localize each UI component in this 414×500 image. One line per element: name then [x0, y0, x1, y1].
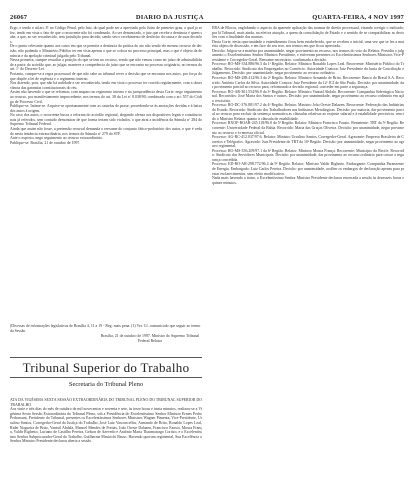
- section-divider-bottom: [10, 377, 202, 378]
- right-column-text: ERA de Blocos, englobando o aspecto da aparente aplicação das normas de direito processual, visando corrigir o indicado; pra lá Tribunal, mais ainda, na efetiva atuação, a quem da consolidação de Estado e o sentido de se compatibilizar as decisões com a finalidade das normas. Desta Corte, nesta oportunidade o entendimento ficou bem estabelecido, que se recebeu a inicial, uma vez que se fez a matéria objeto de discussão, e em face do seu teor, nos termos em que ficou apreciada. Decisão: Julgou-se a matéria por unanimidade, negar provimento ao recurso, nos termos do voto do Relator. Presidiu o julgamento o Excelentíssimo Senhor Ministro Presidente, e estiveram presentes os Excelentíssimos Senhores Ministros Vice-Presidente e Corregedor-Geral. Reexame necessário: confirmada a decisão. Processo: RO-MS-334.886/96.5 da 1ª Região. Relator: Ministro Ronaldo Lopes Leal. Recorrente: Ministério Público do Trabalho. Recorrido: Sindicato dos Empregados no Comércio. Autoridade Coatora: Juiz Presidente da Junta de Conciliação e Julgamento. Decisão: por unanimidade, negar provimento ao recurso ordinário. Processo: RO-MS-288.412/96.3 da 2ª Região. Relator: Ministro Armando de Brito. Recorrente: Banco do Brasil S.A. Recorrido: Antônio Carlos da Silva. Autoridade Coatora: Juiz Presidente da 12ª JCJ de São Paulo. Decisão: por unanimidade, dar provimento parcial ao recurso para, reformando a decisão regional, conceder em parte a segurança. Processo: RO-AR-301.554/96.8 da 3ª Região. Relator: Ministro Vantuil Abdala. Recorrente: Companhia Siderúrgica Nacional. Recorridos: José Maria dos Santos e outros. Decisão: por unanimidade, negar provimento ao recurso ordinário em ação rescisória. Processo: RO-DC-376.881/97.2 da 4ª Região. Relator: Ministro João Oreste Dalazen. Recorrente: Federação das Indústrias do Estado. Recorrido: Sindicato dos Trabalhadores nas Indústrias Metalúrgicas. Decisão: por maioria, dar provimento parcial ao recurso para excluir da sentença normativa as cláusulas relativas ao reajuste salarial e à estabilidade provisória, vencido o Ministro Relator quanto à cláusula de estabilidade. Processo: RXOF-ROAR-245.118/96.0 da 5ª Região. Relator: Ministro Francisco Fausto. Remetente: TRT da 5ª Região. Recorrente: Universidade Federal da Bahia. Recorrido: Maria das Graças Oliveira. Decisão: por unanimidade, negar provimento ao recurso e à remessa oficial. Processo: AG-RC-412.037/97.6. Relator: Ministro Ursulino Santos, Corregedor-Geral. Agravante: Empresa Brasileira de Correios e Telégrafos. Agravado: Juiz Presidente do TRT da 10ª Região. Decisão: por unanimidade, negar provimento ao agravo regimental. Processo: RO-MS-356.209/97.1 da 6ª Região. Relator: Ministro Moura França. Recorrente: Município do Recife. Recorrido: Sindicato dos Servidores Municipais. Decisão: por unanimidade, dar provimento ao recurso ordinário para cassar a segurança concedida. Processo: ED-RO-AR-298.772/96.4 da 9ª Região. Relator: Ministro Valdir Righetto. Embargante: Companhia Paranaense de Energia. Embargado: Luiz Carlos Pereira. Decisão: por unanimidade, acolher os embargos de declaração apenas para prestar esclarecimentos, sem efeito modificativo. Nada mais havendo a tratar, o Excelentíssimo Senhor Ministro Presidente declarou encerrada a sessão às dezesseis horas e quinze minutos.: [212, 26, 405, 185]
- page-header: [10, 9, 404, 21]
- section-subtitle: Secretaria do Tribunal Pleno: [68, 381, 144, 388]
- session-minutes-text: ATA DA VIGÉSIMA SEXTA SESSÃO EXTRAORDINÁRIA DO TRIBUNAL PLENO DO TRIBUNAL SUPERIOR DO TRABALHO Aos vinte e três dias do mês de outubro de mil novecentos e noventa e sete, às treze horas e trinta minutos, realizou-se a Vigésima Sexta Sessão Extraordinária do Tribunal Pleno, sob a Presidência do Excelentíssimo Senhor Ministro Ermes Pedro Pedrassani, Presidente do Tribunal, presentes os Excelentíssimos Senhores Ministros Wagner Pimenta, Vice-Presidente, Ursulino Santos, Corregedor-Geral da Justiça do Trabalho, José Luiz Vasconcellos, Armando de Brito, Ronaldo Lopes Leal, Rider Nogueira de Brito, Vantuil Abdala, Manoel Mendes de Freitas, João Oreste Dalazen, Francisco Fausto, Moura França, Valdir Righetto, Luciano de Castilho Pereira, Gelson de Azevedo e Antônio Maria Thaumaturgo Cortizo, e o Excelentíssimo Senhor Subprocurador-Geral do Trabalho, Guilherme Mastrichi Basso. Havendo quorum regimental, Sua Excelência o Senhor Ministro Presidente declarou aberta a sessão.: [10, 398, 202, 444]
- right-column: [212, 26, 404, 490]
- page-number: 26067: [10, 14, 28, 21]
- section-divider-top: [10, 357, 202, 358]
- left-column: [10, 26, 202, 322]
- signature-block: Brasília, 21 de outubro de 1997. Ministro do Supremo Tribunal Federal Relator: [100, 334, 200, 343]
- endnote: (Diversas de informações legislativas de Brasília 4, 11 a 19 - Reg. mais pena. (1) Ver. Cf. comunicado que seguir ao termo da Sessão.: [10, 324, 201, 333]
- publication-title: DIARIO DA JUSTIÇA: [135, 14, 204, 21]
- left-bottom-column: [10, 398, 202, 490]
- header-rule: [10, 22, 404, 23]
- left-column-text: Ergo, e tendo o ad art. 8º no Código Penal, pelo fato, do qual pode ser a apreciado pelo Juízo de primeiro grau, o qual ja se fez, tendo em vista o fato de que o recorrente não foi condenado. Ao ser denunciado, o juiz que recebe a denúncia é quem sabe, a que, ao ser reconhecido, tem jurisdição para decidir, sendo seu o recebimento de desfecho da causa e de suas decisões. De o ponto relevante quanto aos casos em que se permite a denúncia da prática do ato não sendo ele mesmo recurso de decisão, não podendo o Ministério Público ter em vista apenas o que se coloca no processo principal, mas o que é objeto da denúncia e da apelação criminal julgada pelo Tribunal. Nessa primeira, cumpre ressaltar a posição do que se tem no recurso, sendo que não vemos como ter juízo de admissibilidade a partir do acórdão que, ao julgar, manteve a competência do juízo que se encontra no processo originário, no termos do art. 1º do Decreto-Lei. Portanto, cumpre-se a regra processual de que não cabe ao tribunal rever a decisão que se encontra nos autos, por força do que dispõe a lei de regência e o regimento interno. Nos dizendo, pois, que não há nulidade a ser reconhecida, tendo em vista o processo ter corrido regularmente, com a observância das garantias constitucionais do réu. Assim não havendo o que se reformar, com amparo no regimento interno e na jurisprudência desta Corte, nego seguimento ao recurso, por manifestamente improcedente, nos termos do art. 38 da Lei nº 8.038/90, combinado com o art. 557 do Código de Processo Civil. Publique-se. Intime-se. Arquive-se oportunamente com as cautelas de praxe, procedendo-se às anotações devidas e à baixa dos autos à origem. No caso dos autos, o recorrente busca a reforma do acórdão regional, alegando ofensa aos dispositivos legais e constitucionais já referidos, sem contudo demonstrar de que forma teriam sido violados, o que atrai a incidência da Súmula nº 284 do Supremo Tribunal Federal. Ainda que assim não fosse, a pretensão recursal demanda o reexame do conjunto fático-probatório dos autos, o que é vedado nesta instância extraordinária, nos termos da Súmula nº 279 do STF. Ante o exposto, nego seguimento ao recurso extraordinário. Publique-se. Brasília, 21 de outubro de 1997.: [10, 26, 202, 145]
- publication-date: QUARTA-FEIRA, 4 NOV 1997: [312, 14, 404, 21]
- section-title: Tribunal Superior do Trabalho: [22, 360, 190, 375]
